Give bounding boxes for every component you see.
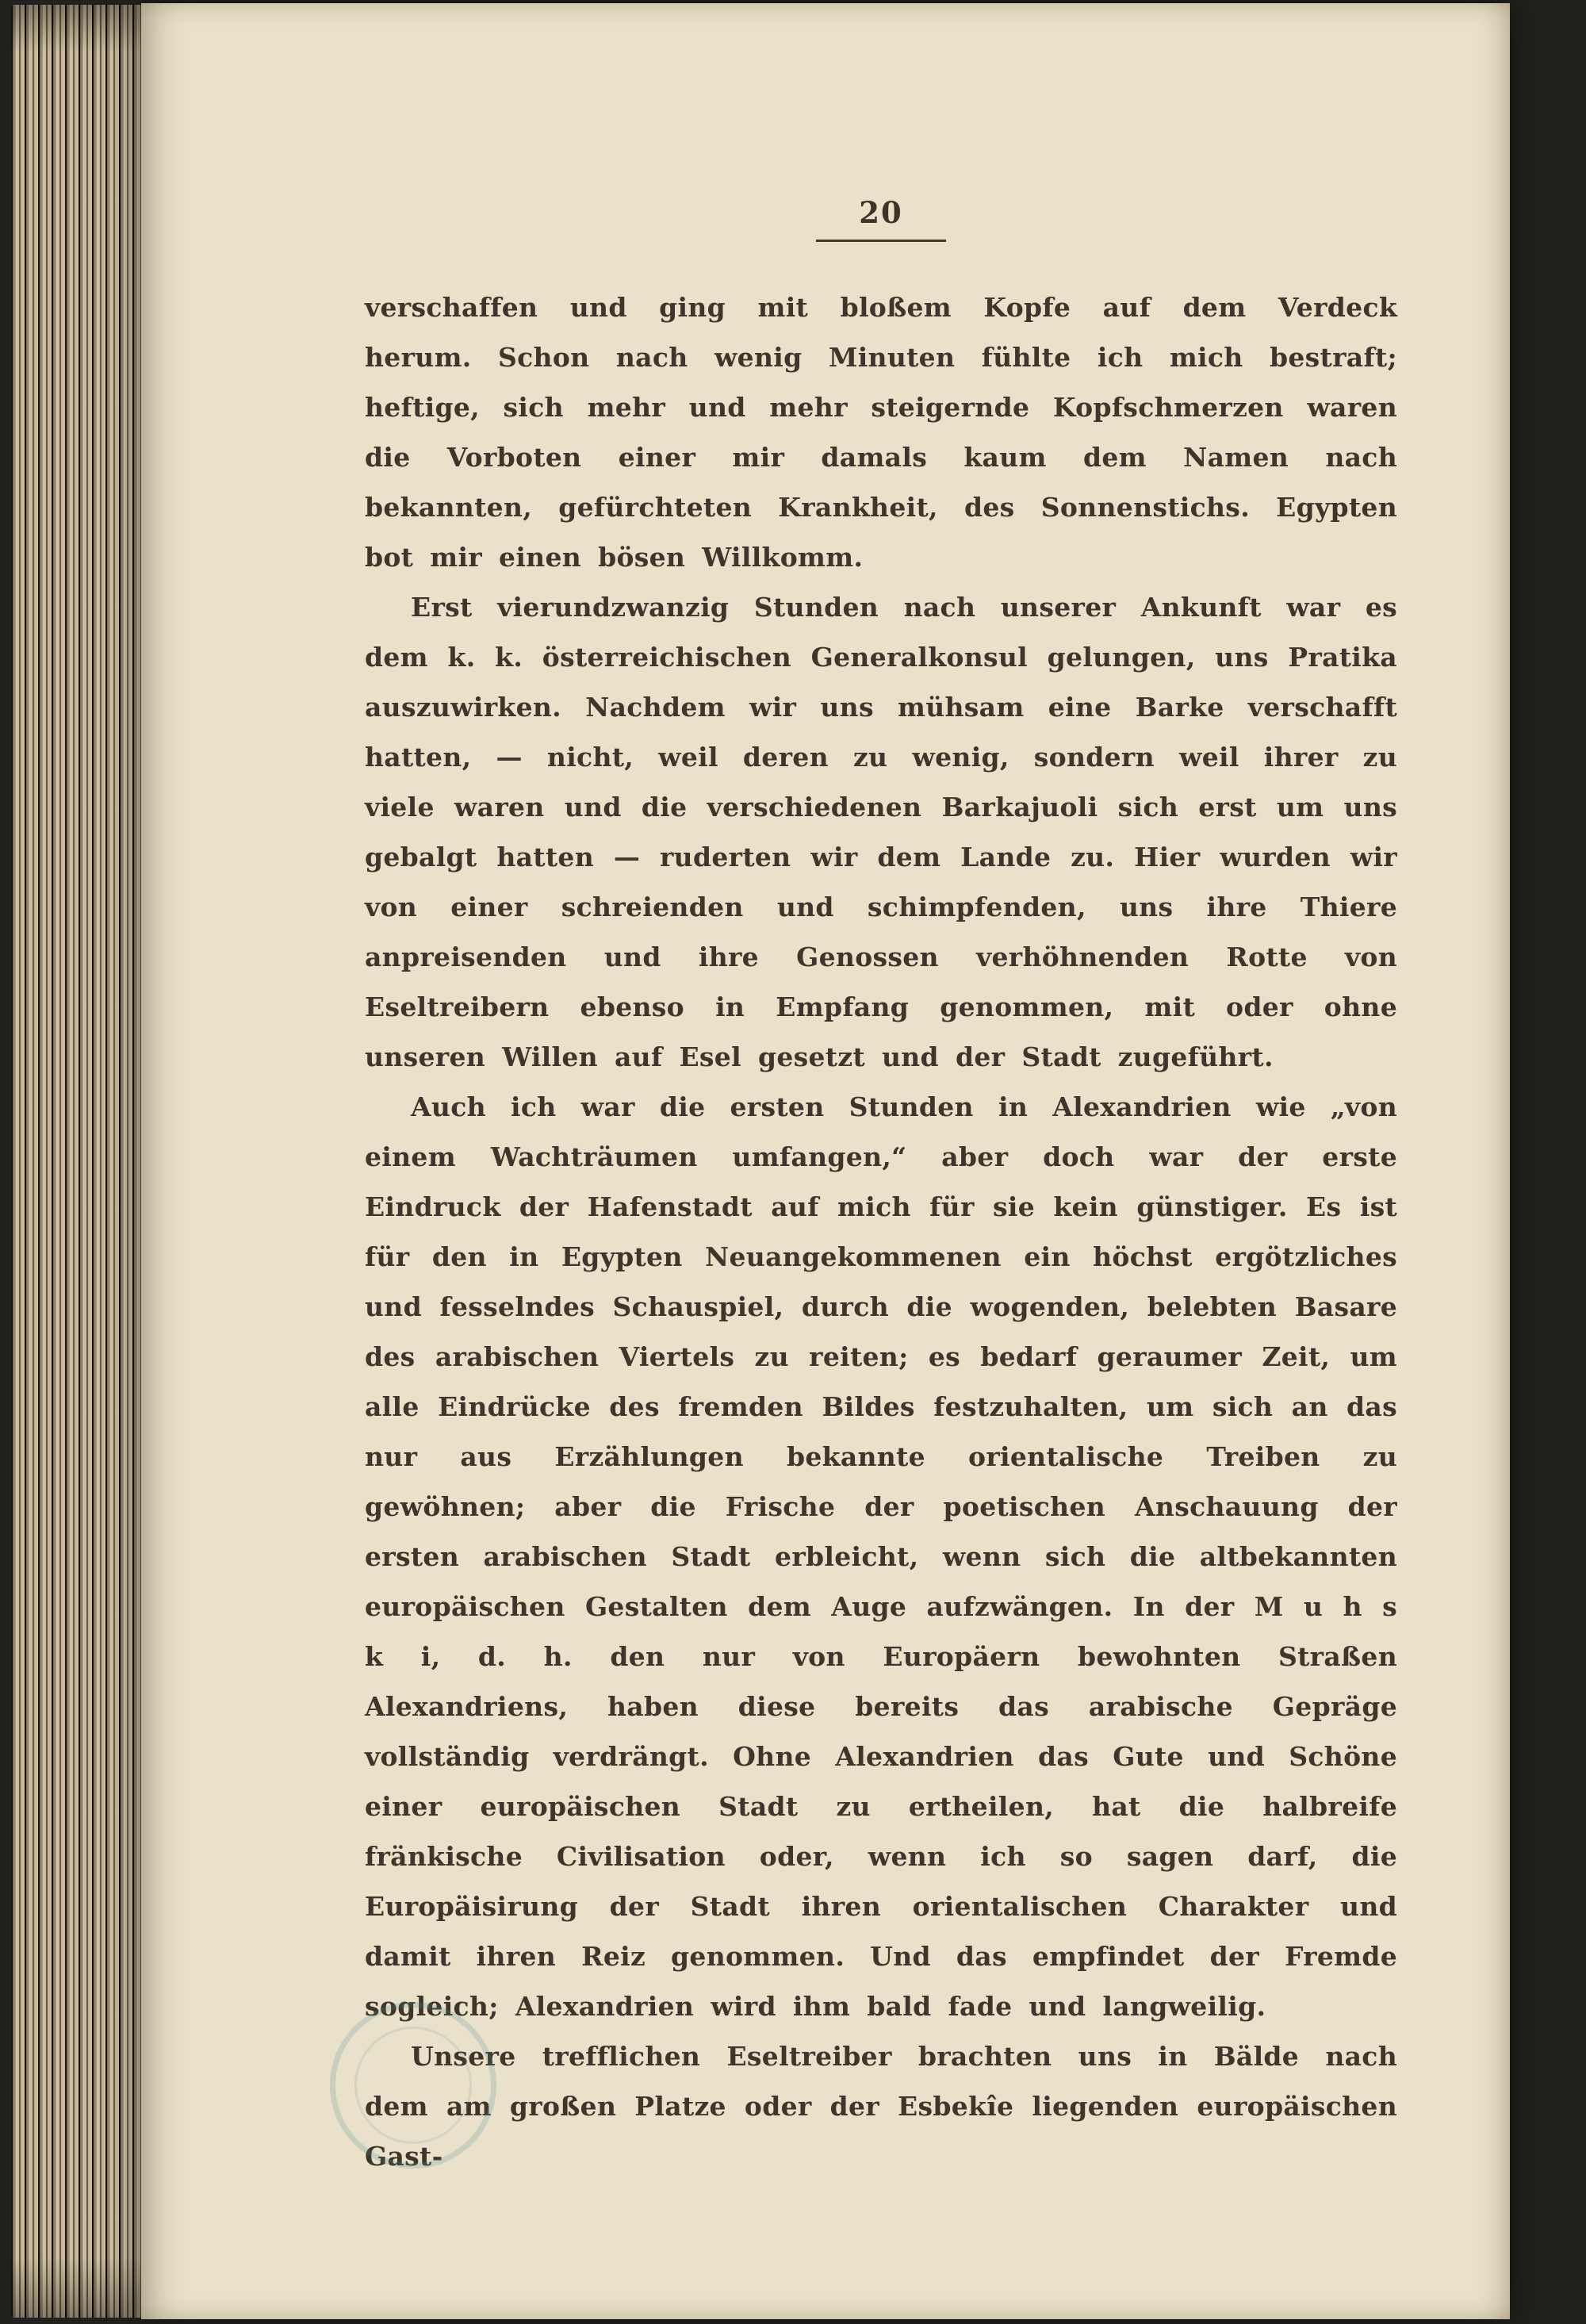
paragraph: Unsere trefflichen Eseltreiber brachten uns in Bälde nach dem am großen Platze oder der Esbekîe liegenden europäischen Gast- <box>365 2041 1397 2172</box>
page-edges <box>11 5 141 2318</box>
page-header <box>365 195 1397 242</box>
page-number: 20 <box>816 195 946 242</box>
book-page <box>141 3 1510 2319</box>
paragraph: Erst vierundzwanzig Stunden nach unserer Ankunft war es dem k. k. österreichischen Generalkonsul gelungen, uns Pratika auszuwirken. Nachdem wir uns mühsam eine Barke verschafft hatten, — nicht, weil deren zu wenig, sondern weil ihrer zu viele waren und die verschiedenen Barkajuoli sich erst um uns gebalgt hatten — ruderten wir dem Lande zu. Hier wurden wir von einer schreienden und schimpfenden, uns ihre Thiere anpreisenden und ihre Genossen verhöhnenden Rotte von Eseltreibern ebenso in Empfang genommen, mit oder ohne unseren Willen auf Esel gesetzt und der Stadt zugeführt. <box>365 592 1397 1072</box>
paragraph: verschaffen und ging mit bloßem Kopfe auf dem Verdeck herum. Schon nach wenig Minuten fühlte ich mich bestraft; heftige, sich mehr und mehr steigernde Kopfschmerzen waren die Vorboten einer mir damals kaum dem Namen nach bekannten, gefürchteten Krankheit, des Sonnenstichs. Egypten bot mir einen bösen Willkomm. <box>365 292 1397 573</box>
text-block <box>365 282 1397 2181</box>
paragraph: Auch ich war die ersten Stunden in Alexandrien wie „von einem Wachträumen umfangen,“ aber doch war der erste Eindruck der Hafenstadt auf mich für sie kein günstiger. Es ist für den in Egypten Neuangekommenen ein höchst ergötzliches und fesselndes Schauspiel, durch die wogenden, belebten Basare des arabischen Viertels zu reiten; es bedarf geraumer Zeit, um alle Eindrücke des fremden Bildes festzuhalten, um sich an das nur aus Erzählungen bekannte orientalische Treiben zu gewöhnen; aber die Frische der poetischen Anschauung der ersten arabischen Stadt erbleicht, wenn sich die altbekannten europäischen Gestalten dem Auge aufzwängen. In der M u h s k i, d. h. den nur von Europäern bewohnten Straßen Alexandriens, haben diese bereits das arabische Gepräge vollständig verdrängt. Ohne Alexandrien das Gute und Schöne einer europäischen Stadt zu ertheilen, hat die halbreife fränkische Civilisation oder, wenn ich so sagen darf, die Europäisirung der Stadt ihren orientalischen Charakter und damit ihren Reiz genommen. Und das empfindet der Fremde sogleich; Alexandrien wird ihm bald fade und langweilig. <box>365 1091 1397 2022</box>
library-stamp-icon <box>330 2002 496 2169</box>
